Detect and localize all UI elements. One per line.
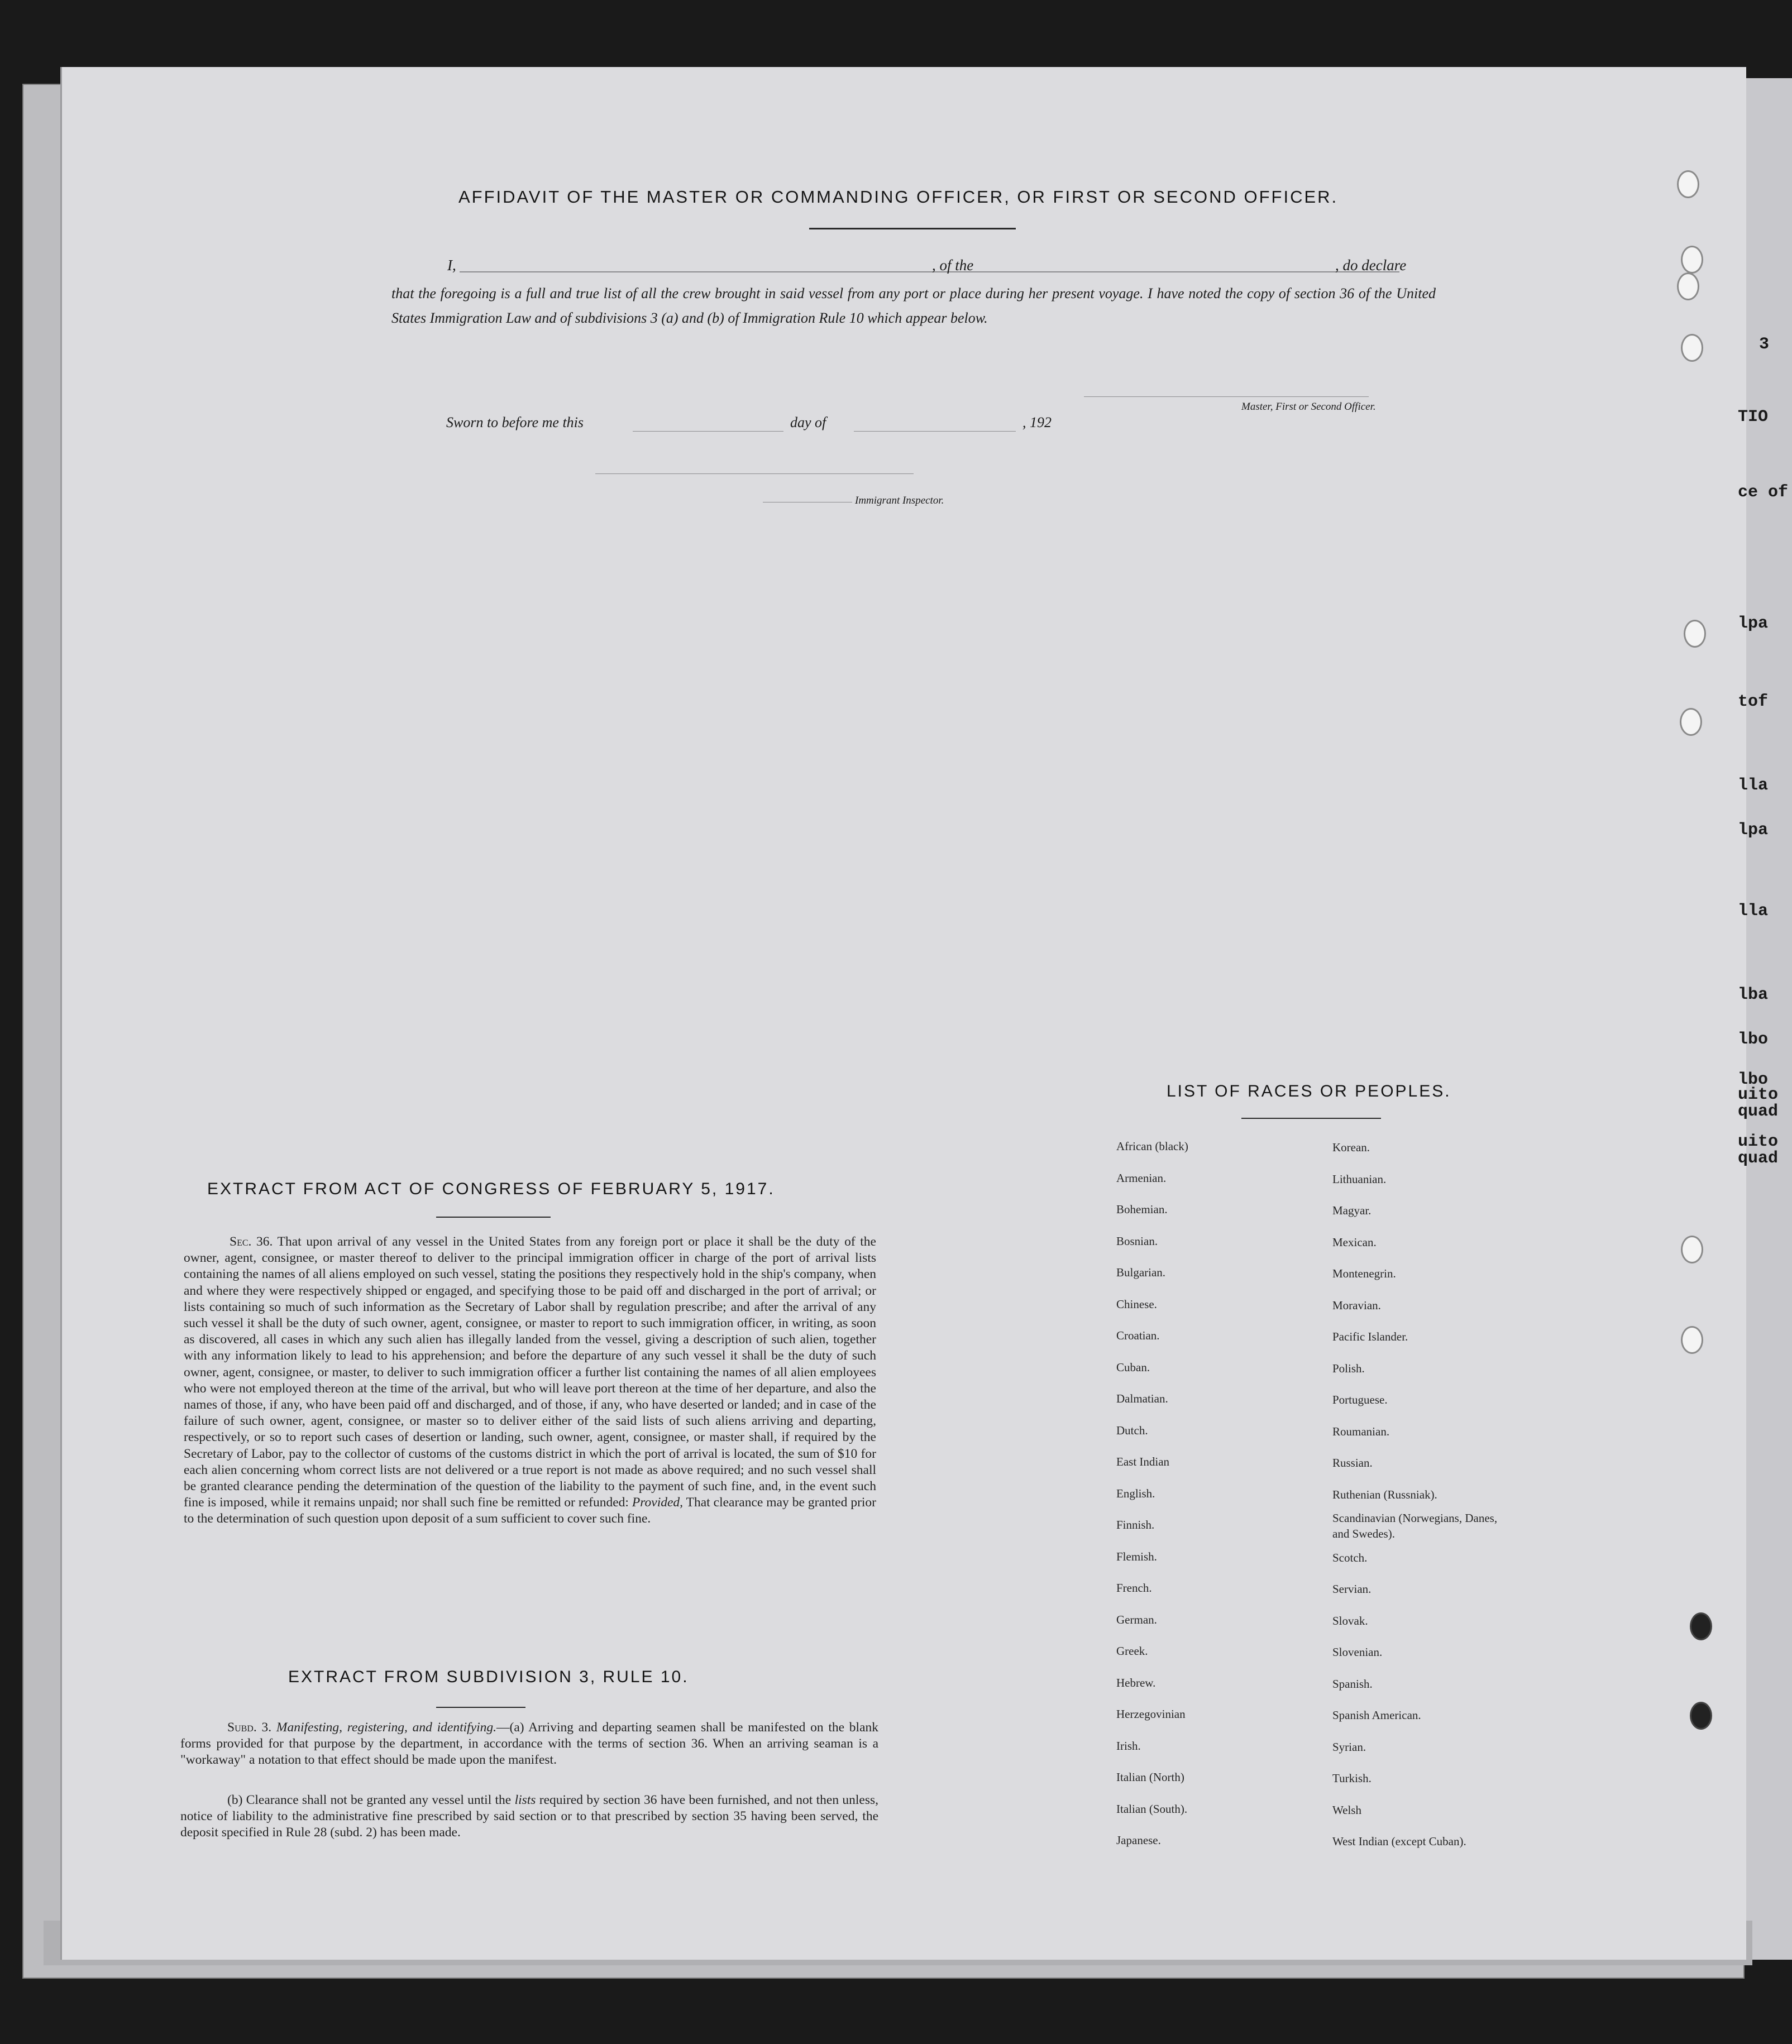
race-entry: Chinese. [1116,1297,1157,1311]
race-entry: Herzegovinian [1116,1707,1186,1721]
adjacent-page-fragment: lla [1738,776,1769,795]
race-entry: Dutch. [1116,1423,1148,1437]
of-the-label: , of the [932,257,974,274]
races-left-column [1116,1131,1188,1856]
race-entry: Turkish. [1332,1772,1372,1785]
race-entry: Greek. [1116,1644,1148,1658]
subd-para-b-start: (b) Clearance shall not be granted any vessel until the [227,1793,512,1807]
adjacent-page-fragment: lbo [1738,1030,1769,1049]
binder-hole [1690,1612,1712,1640]
do-declare-label: , do declare [1335,257,1407,274]
year-label: , 192 [1022,414,1052,430]
race-entry: Scandinavian (Norwegians, Danes, and Swedes). [1332,1511,1498,1540]
extract-rule-heading: EXTRACT FROM SUBDIVISION 3, RULE 10. [288,1668,689,1686]
sworn-label: Sworn to before me this [446,414,584,430]
race-entry: Magyar. [1332,1204,1372,1217]
race-entry: Servian. [1332,1582,1372,1596]
adjacent-page-fragment: ce of [1738,483,1789,502]
race-entry: Syrian. [1332,1740,1366,1754]
subd-label: Subd. 3. [227,1720,272,1735]
races-heading: LIST OF RACES OR PEOPLES. [1167,1082,1451,1100]
adjacent-page-fragment: quad [1738,1149,1779,1168]
binder-hole [1681,1326,1703,1354]
affidavit-heading: AFFIDAVIT OF THE MASTER OR COMMANDING OFFICER, OR FIRST OR SECOND OFFICER. [458,187,1339,207]
race-entry: Spanish American. [1332,1708,1421,1722]
subd-para-a: —(a) Arriving and departing seamen shall be manifested on the blank forms provided for that purpose by the department, in accordance with the terms of section 36. When an arriving seaman is a "workaway" a notation to that effect should be made upon the manifest. [180,1720,878,1768]
sworn-month-line [854,431,1016,432]
declaration-text: that the foregoing is a full and true list of all the crew brought in said vessel from any port or place during her present voyage. I have noted the copy of section 36 of the United States Immigration Law and of subdivisions 3 (a) and (b) of Immigration Rule 10 which appear below. [391,285,1436,326]
signature-line [1084,396,1369,397]
race-entry: Russian. [1332,1456,1373,1469]
extract-rule-rule [436,1707,525,1708]
section-36-text [184,1234,876,1528]
race-entry: Montenegrin. [1332,1267,1396,1280]
race-entry: Italian (South). [1116,1802,1188,1816]
section-36-label: Sec. 36. [230,1234,273,1249]
binder-hole [1677,170,1699,198]
affidavit-heading-rule [809,228,1016,229]
binder-hole [1681,246,1703,274]
master-name-line [460,271,995,272]
race-entry: Japanese. [1116,1834,1161,1847]
binder-hole [1677,272,1699,300]
race-entry: African (black) [1116,1140,1188,1153]
adjacent-page-fragment: lbo [1738,1070,1769,1089]
adjacent-page-fragment: uito [1738,1132,1779,1151]
adjacent-page-fragment: uito [1738,1085,1779,1104]
race-entry: German. [1116,1612,1157,1626]
race-entry: Bosnian. [1116,1234,1158,1248]
adjacent-page-fragment: tof [1738,692,1769,711]
race-entry: Lithuanian. [1332,1172,1387,1186]
inspector-signature-line [595,473,914,474]
subd-title: Manifesting, registering, and identifying. [276,1720,497,1735]
binder-hole [1680,708,1702,736]
race-entry: Croatian. [1116,1329,1160,1342]
race-entry: Spanish. [1332,1677,1373,1691]
signature-caption: Master, First or Second Officer. [1241,401,1376,413]
race-entry: West Indian (except Cuban). [1332,1835,1466,1848]
race-entry: Bohemian. [1116,1203,1168,1216]
race-entry: Welsh [1332,1803,1361,1817]
race-entry: Irish. [1116,1739,1141,1753]
section-36-body: That upon arrival of any vessel in the United States from any foreign port or place it shall be the duty of the owner, agent, consignee, or master thereof to deliver to the principal immigration officer in charge of the port of arrival lists containing the names of all aliens employed on such vessel, stating the positions they respectively hold in the ship's company, when and where they were respectively shipped or engaged, and specifying those to be paid off and discharged in the port of arrival; or lists containing so much of such information as the Secretary of Labor shall by regulation prescribe; and after the arrival of any such vessel it shall be the duty of such owner, agent, consignee, or master to report to such immigration officer, in writing, as soon as discovered, all cases in which any such alien has illegally landed from the vessel, giving a description of such alien, together with any information likely to lead to his apprehension; and before the departure of any such vessel it shall be the duty of such owner, agent, consignee, or master, to deliver to such immigration officer a further list containing the names of all alien employees who were not employed thereon at the time of the arrival, but who will leave port thereon at the time of her departure, and also the names of those, if any, who have been paid off and discharged, and of those, if any, who have deserted or landed; and in case of the failure of such owner, agent, consignee, or master so to deliver either of the said lists of such aliens arriving and departing, respectively, or so to report such cases of desertion or landing, such owner, agent, consignee, or master shall, if required by the Secretary of Labor, pay to the collector of customs of the customs district in which the port of arrival is located, the sum of $10 for each alien concerning whom correct lists are not delivered or a true report is not made as above required; and no such vessel shall be granted clearance pending the determination of the question of the liability to the payment of such fine, and, in the event such fine is imposed, while it remains unpaid; nor shall such fine be remitted or refunded: [184,1234,876,1510]
race-entry: French. [1116,1581,1152,1595]
binder-hole [1681,1236,1703,1263]
race-entry: Slovenian. [1332,1645,1383,1659]
races-right-column [1332,1132,1500,1858]
race-entry: Dalmatian. [1116,1392,1168,1405]
race-entry: Ruthenian (Russniak). [1332,1487,1437,1501]
race-entry: Cuban. [1116,1360,1150,1374]
race-entry: Flemish. [1116,1549,1157,1563]
race-entry: Bulgarian. [1116,1266,1166,1279]
binder-hole [1684,620,1706,648]
race-entry: East Indian [1116,1455,1170,1468]
manifest-page [60,67,1746,1960]
race-entry: Pacific Islander. [1332,1330,1408,1343]
adjacent-page-fragment: TIO [1738,408,1769,427]
binder-hole [1681,334,1703,362]
subdivision-3b-text [180,1792,878,1841]
race-entry: Korean. [1332,1141,1370,1154]
adjacent-page-fragment: lla [1738,902,1769,921]
race-entry: Portuguese. [1332,1393,1388,1406]
binder-hole [1690,1702,1712,1730]
races-heading-rule [1241,1118,1381,1119]
adjacent-page-fragment: quad [1738,1102,1779,1121]
race-entry: Armenian. [1116,1171,1167,1185]
race-entry: Finnish. [1116,1518,1155,1531]
subdivision-3-text [180,1720,878,1769]
extract-act-rule [436,1217,551,1218]
proviso-label: Provided, [632,1495,684,1510]
adjacent-page-fragment: 3 [1759,335,1770,354]
race-entry: Polish. [1332,1361,1365,1375]
inspector-caption: Immigrant Inspector. [855,495,944,506]
adjacent-page-fragment: lpa [1738,821,1769,840]
race-entry: Slovak. [1332,1614,1368,1627]
extract-act-heading: EXTRACT FROM ACT OF CONGRESS OF FEBRUARY 5, 1917. [207,1180,775,1198]
race-entry: Italian (North) [1116,1770,1184,1784]
section-36-proviso-text: That clearance may be granted prior to the determination of such question upon deposit of a sum sufficient to cover such fine. [184,1495,877,1526]
affidavit-i-label: I, [447,257,456,274]
race-entry: Roumanian. [1332,1424,1390,1438]
race-entry: English. [1116,1486,1155,1500]
subd-para-b-end: required by section 36 have been furnished, and not then unless, notice of liability to the administrative fine prescribed by said section or to that prescribed by section 35 having been served, the deposit specified in Rule 28 (subd. 2) has been made. [180,1793,879,1840]
race-entry: Mexican. [1332,1235,1377,1249]
race-entry: Moravian. [1332,1298,1381,1312]
day-of-label: day of [790,414,826,430]
race-entry: Scotch. [1332,1550,1368,1564]
subd-para-b-lists: lists [514,1793,536,1807]
sworn-day-line [633,431,783,432]
adjacent-page-fragment: lpa [1738,614,1769,633]
adjacent-page-fragment: lba [1738,985,1769,1004]
race-entry: Hebrew. [1116,1676,1156,1689]
